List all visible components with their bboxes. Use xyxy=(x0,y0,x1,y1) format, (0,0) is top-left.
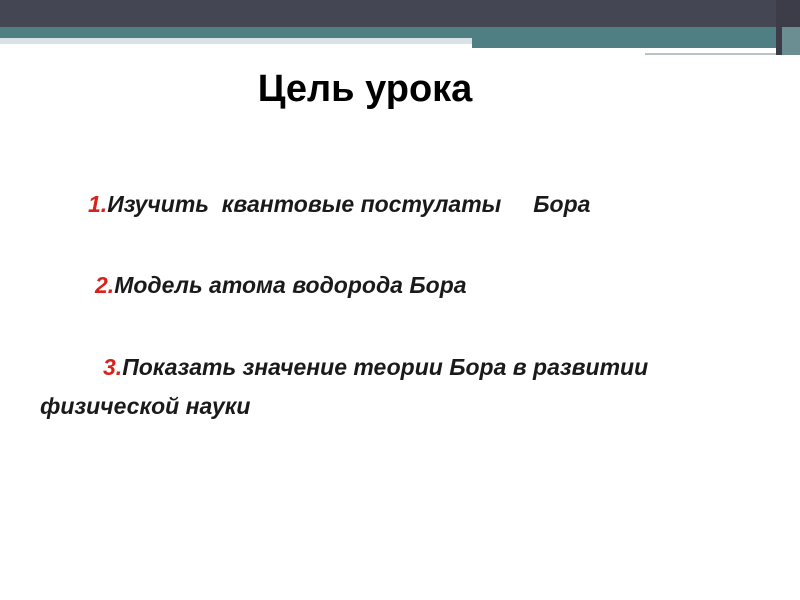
header-corner-teal xyxy=(782,27,800,55)
goal-item-3 xyxy=(40,348,660,426)
goal-number: 1. xyxy=(88,191,108,217)
header-teal-band xyxy=(0,27,800,38)
goal-number: 3. xyxy=(103,354,123,380)
header-right-block xyxy=(472,38,800,48)
goal-text: Показать значение теории Бора в развитии физической науки xyxy=(40,354,649,419)
goal-item-1 xyxy=(88,186,590,222)
goal-item-2 xyxy=(95,267,467,303)
header-dark-band xyxy=(0,0,800,27)
header-light-strip xyxy=(0,38,472,44)
goal-text: Модель атома водорода Бора xyxy=(114,272,467,298)
goal-number: 2. xyxy=(95,272,115,298)
goal-text: Изучить квантовые постулаты Бора xyxy=(107,191,591,217)
slide-title: Цель урока xyxy=(257,68,473,110)
